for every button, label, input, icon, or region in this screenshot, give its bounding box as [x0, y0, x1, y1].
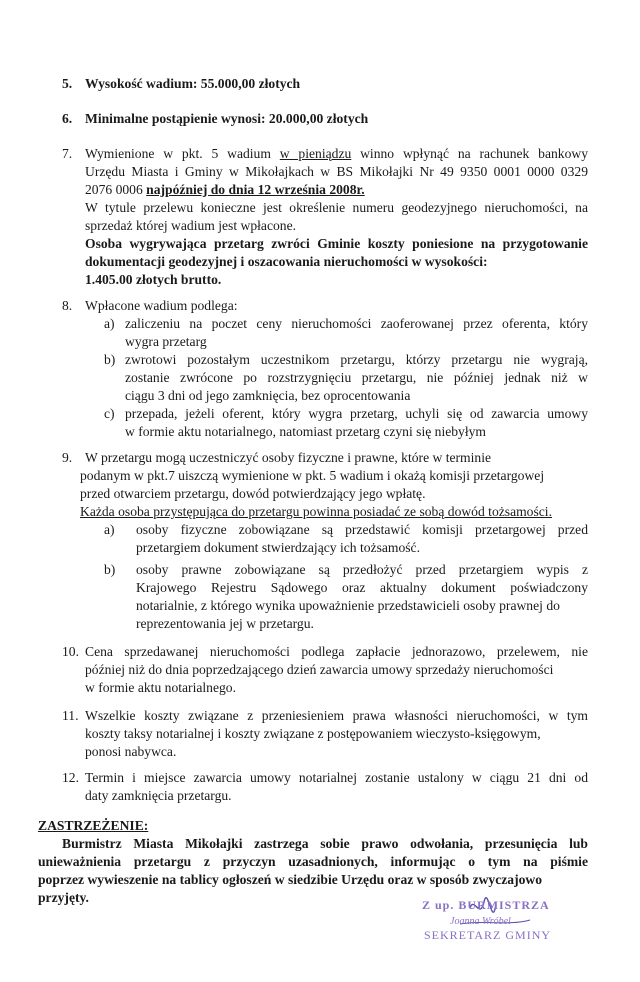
item-8-c-line-2: w formie aktu notarialnego, natomiast przetarg czyni się niebyłym — [125, 424, 487, 439]
item-8-b-line-2: zostanie zwrócone po rozstrzygnięciu przetargu, nie później jednak niż w — [125, 370, 588, 385]
item-8-c-line-1: przepada, jeżeli oferent, który wygra przetarg, uchyli się od zawarcia umowy — [125, 406, 588, 421]
reservation-line-3: poprzez wywieszenie na tablicy ogłoszeń w siedzibie Urzędu oraz w sposób zwyczajowo — [38, 872, 543, 887]
item-9-b-line-3: notarialnie, z którego wynika upoważnienie przedstawicieli osoby prawnej do — [136, 598, 560, 613]
item-11-line-3: ponosi nabywca. — [85, 744, 177, 759]
official-stamp — [410, 890, 600, 960]
stamp-line-1: Z up. BURMISTRZA — [422, 898, 550, 912]
item-8-b-line-3: ciągu 3 dni od jego zamknięcia, bez oprocentowania — [125, 388, 411, 403]
item-5-number: 5. — [62, 76, 73, 91]
item-11-line-1: Wszelkie koszty związane z przeniesieniem prawa własności nieruchomości, w tym — [85, 708, 588, 723]
stamp-line-3: SEKRETARZ GMINY — [424, 928, 552, 942]
item-6-number: 6. — [62, 111, 73, 126]
item-7-line-7: dokumentacji geodezyjnej i oszacowania nieruchomości w wysokości: — [85, 254, 488, 269]
item-7-number: 7. — [62, 146, 73, 161]
item-9-line-3: przed otwarciem przetargu, dowód potwierdzający jego wpłatę. — [80, 486, 426, 501]
reservation-line-4: przyjęty. — [38, 890, 89, 905]
item-8-b-line-1: zwrotowi pozostałym uczestnikom przetargu, którzy przetargu nie wygrają, — [125, 352, 588, 367]
item-8-a-label: a) — [104, 316, 115, 331]
item-5-text: Wysokość wadium: 55.000,00 złotych — [85, 76, 301, 91]
stamp-line-2: Joanna Wróbel — [450, 916, 511, 927]
item-9-b-line-4: reprezentowania jej w przetargu. — [136, 616, 314, 631]
item-7-line-5: sprzedaż której wadium jest wpłacone. — [85, 218, 297, 233]
item-12-number: 12. — [62, 770, 79, 785]
item-8-a-line-2: wygra przetarg — [125, 334, 207, 349]
item-9-line-2: podanym w pkt.7 uiszczą wymienione w pkt. 5 wadium i okażą komisji przetargowej — [80, 468, 545, 483]
item-10-line-2: później niż do dnia poprzedzającego dzień zawarcia umowy sprzedaży nieruchomości — [85, 662, 554, 677]
item-9-line-1: W przetargu mogą uczestniczyć osoby fizyczne i prawne, które w terminie — [85, 450, 492, 465]
item-6-text: Minimalne postąpienie wynosi: 20.000,00 złotych — [85, 111, 369, 126]
item-9-line-4: Każda osoba przystępująca do przetargu powinna posiadać ze sobą dowód tożsamości. — [80, 504, 552, 519]
item-9-b-label: b) — [104, 562, 116, 577]
item-8-b-label: b) — [104, 352, 116, 367]
item-8-a-line-1: zaliczeniu na poczet ceny nieruchomości zaoferowanej przez oferenta, który — [125, 316, 588, 331]
item-11-line-2: koszty taksy notarialnej i koszty związane z postępowaniem wieczysto-księgowym, — [85, 726, 541, 741]
item-9-number: 9. — [62, 450, 73, 465]
item-7-line-2: Urzędu Miasta i Gminy w Mikołajkach w BS Mikołajki Nr 49 9350 0001 0000 0329 — [85, 164, 588, 179]
item-9-b-line-2: Krajowego Rejestru Sądowego oraz aktualny dokument poświadczony — [136, 580, 588, 595]
item-8-number: 8. — [62, 298, 73, 313]
item-10-number: 10. — [62, 644, 79, 659]
item-9-a-line-2: przetargiem dokument stwierdzający ich tożsamość. — [136, 540, 420, 555]
item-9-a-label: a) — [104, 522, 115, 537]
item-12-line-2: daty zamknięcia przetargu. — [85, 788, 232, 803]
item-10-line-1: Cena sprzedawanej nieruchomości podlega zapłacie jednorazowo, przelewem, nie — [85, 644, 588, 659]
item-9-a-line-1: osoby fizyczne zobowiązane są przedstawić komisji przetargowej przed — [136, 522, 588, 537]
item-7-line-4: W tytule przelewu konieczne jest określenie numeru geodezyjnego nieruchomości, na — [85, 200, 588, 215]
item-8-c-label: c) — [104, 406, 115, 421]
item-7-line-1: Wymienione w pkt. 5 wadium w pieniądzu winno wpłynąć na rachunek bankowy — [85, 146, 588, 161]
item-7-line-6: Osoba wygrywająca przetarg zwróci Gminie koszty poniesione na przygotowanie — [85, 236, 588, 251]
item-7-line-8: 1.405.00 złotych brutto. — [85, 272, 222, 287]
item-12-line-1: Termin i miejsce zawarcia umowy notarialnej zostanie ustalony w ciągu 21 dni od — [85, 770, 588, 785]
item-9-b-line-1: osoby prawne zobowiązane są przedłożyć przed przetargiem wypis z — [136, 562, 588, 577]
reservation-line-2: unieważnienia przetargu z przyczyn uzasadnionych, informując o tym na piśmie — [38, 854, 588, 869]
reservation-heading: ZASTRZEŻENIE: — [38, 818, 149, 833]
reservation-line-1: Burmistrz Miasta Mikołajki zastrzega sobie prawo odwołania, przesunięcia lub — [62, 836, 588, 851]
item-11-number: 11. — [62, 708, 79, 723]
item-8-intro: Wpłacone wadium podlega: — [85, 298, 238, 313]
item-10-line-3: w formie aktu notarialnego. — [85, 680, 236, 695]
item-7-line-3: 2076 0006 najpóźniej do dnia 12 września 2008r. — [85, 182, 365, 197]
